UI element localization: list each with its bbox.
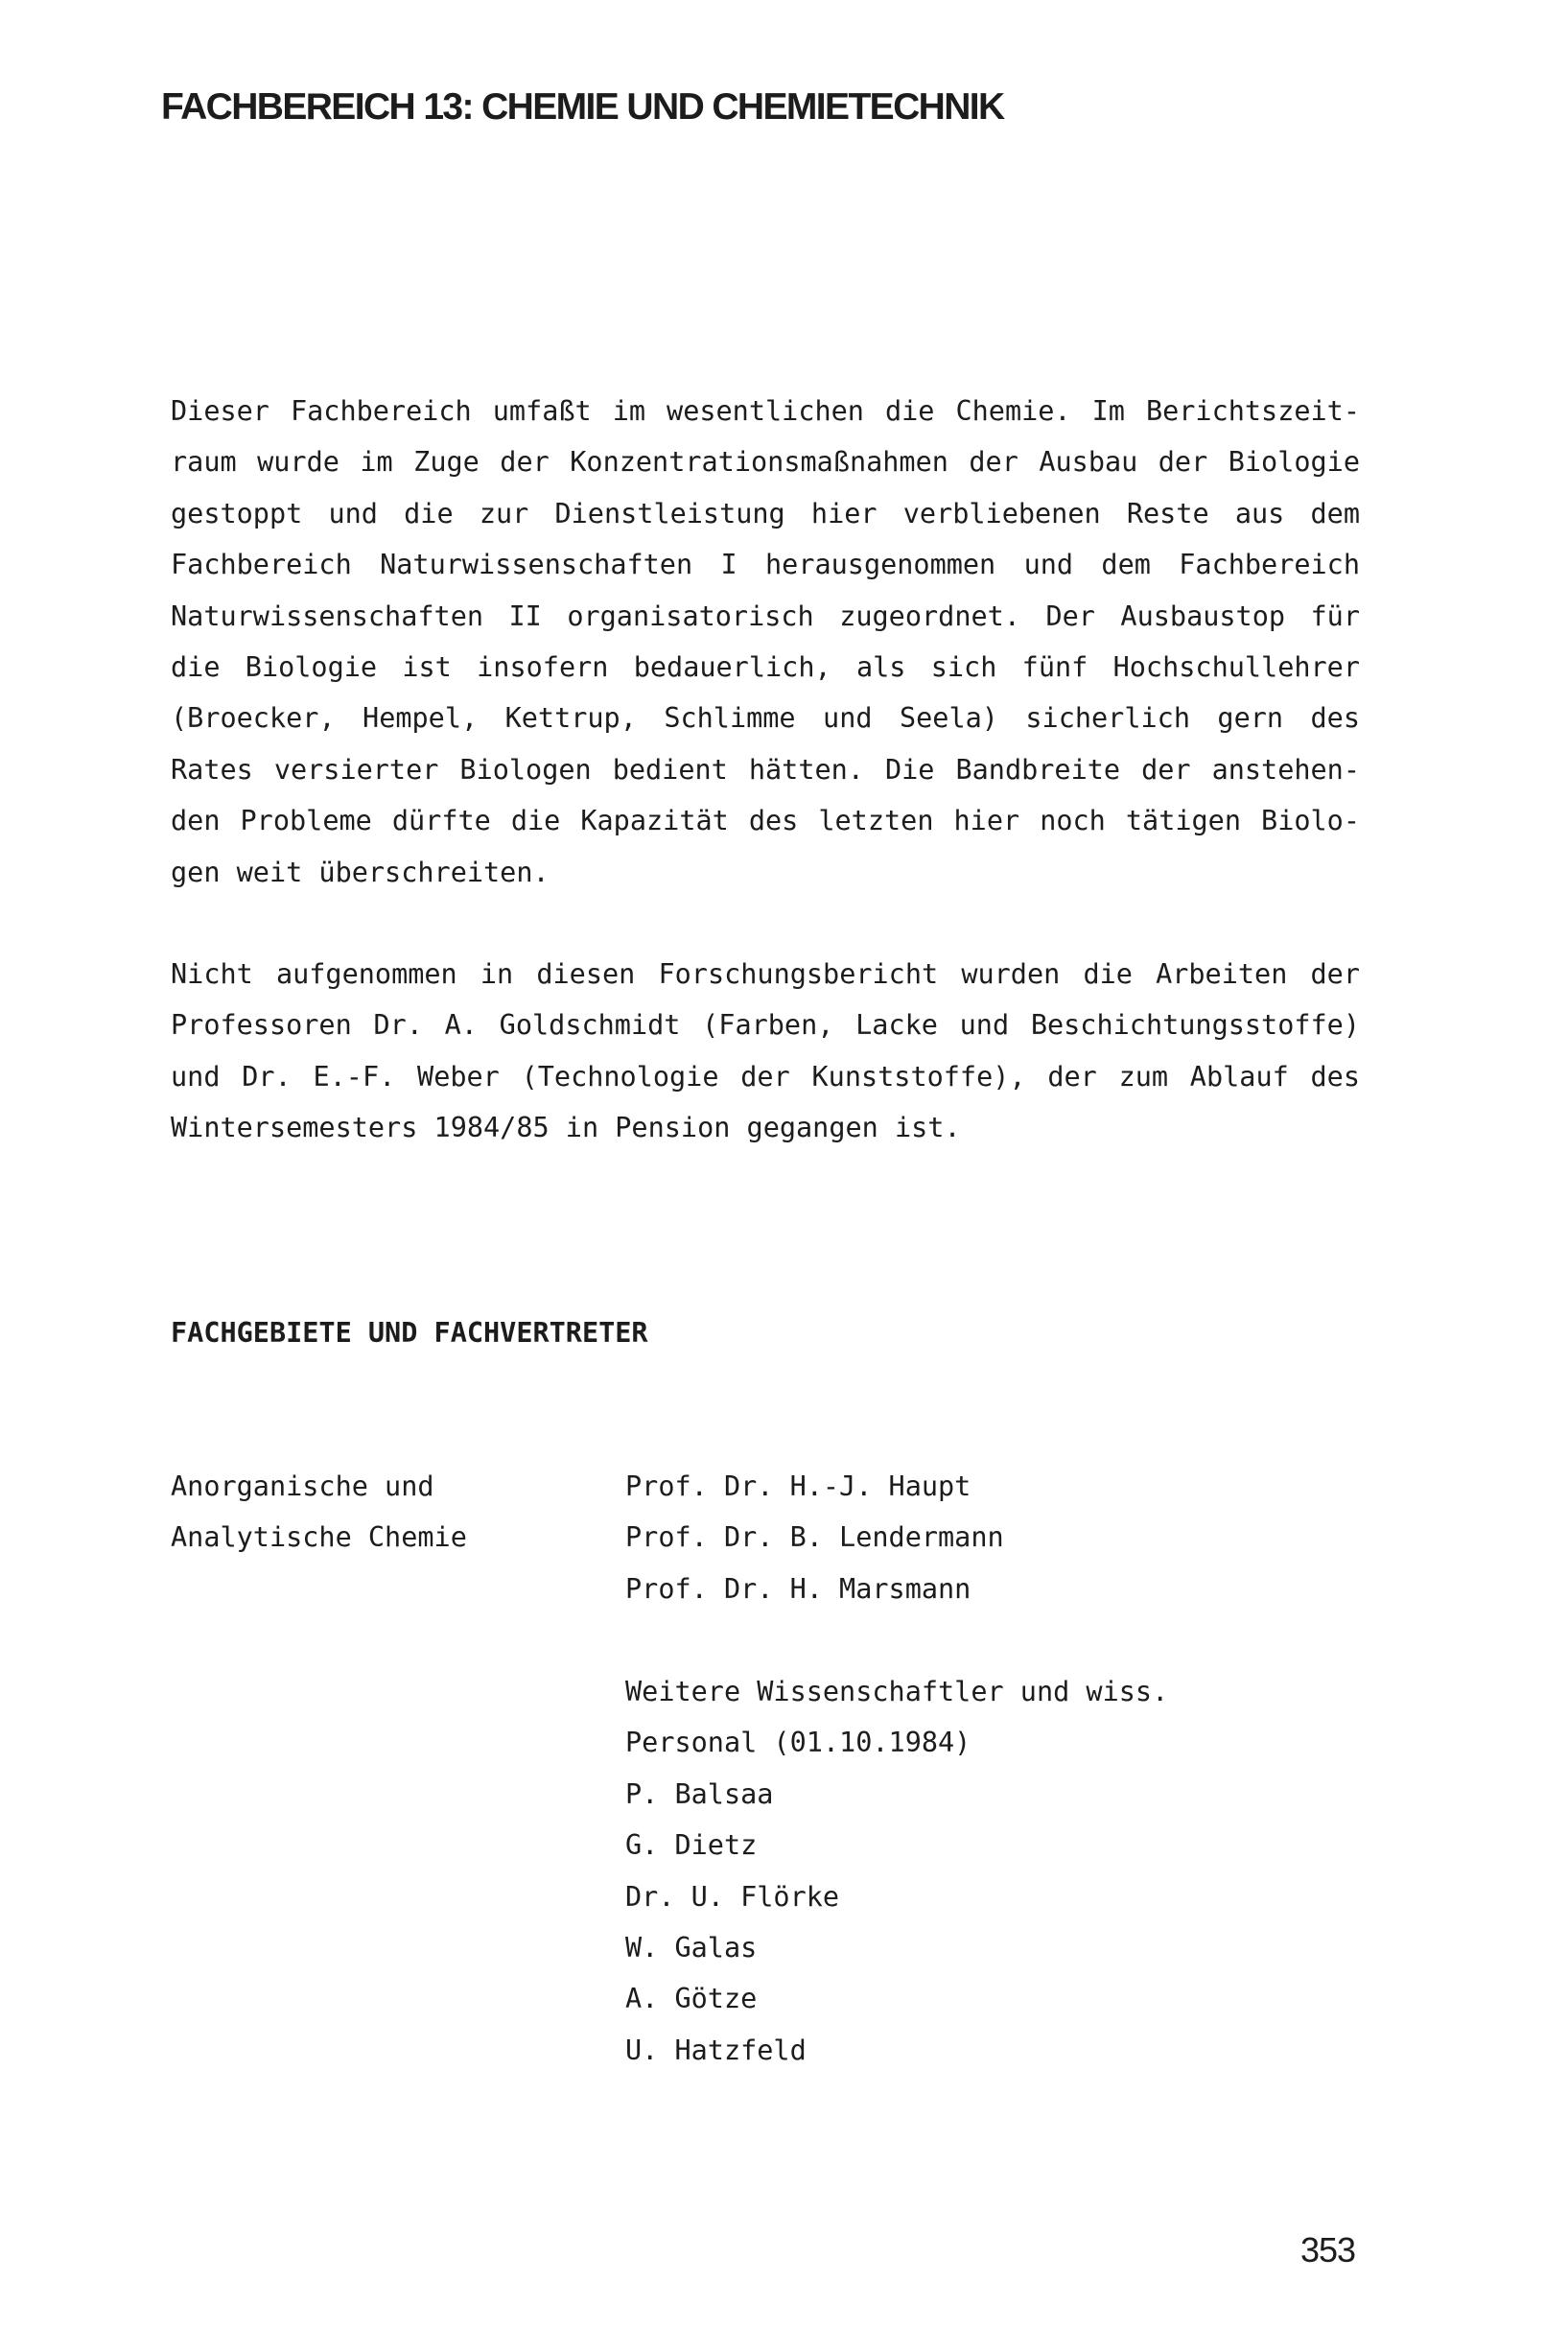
paragraph-line: gestoppt und die zur Dienstleistung hier verbliebenen Reste aus dem [171, 497, 1360, 529]
intro-paragraph [171, 386, 1360, 898]
professor-name: Prof. Dr. H. Marsmann [625, 1572, 971, 1605]
subject-area-name [171, 1461, 467, 1564]
note-paragraph [171, 949, 1360, 1154]
section-heading: FACHGEBIETE UND FACHVERTRETER [171, 1317, 648, 1349]
paragraph-line: den Probleme dürfte die Kapazität des letzten hier noch tätigen Biolo- [171, 805, 1360, 837]
paragraph-line: Nicht aufgenommen in diesen Forschungsbericht wurden die Arbeiten der [171, 958, 1360, 990]
paragraph-line: und Dr. E.-F. Weber (Technologie der Kunststoffe), der zum Ablauf des [171, 1060, 1360, 1093]
paragraph-line: raum wurde im Zuge der Konzentrationsmaßnahmen der Ausbau der Biologie [171, 446, 1360, 479]
subject-area-line: Anorganische und [171, 1470, 434, 1502]
staff-name: U. Hatzfeld [625, 2034, 807, 2066]
professor-name: Prof. Dr. H.-J. Haupt [625, 1470, 971, 1502]
paragraph-line: die Biologie ist insofern bedauerlich, als sich fünf Hochschullehrer [171, 650, 1360, 683]
paragraph-line: Professoren Dr. A. Goldschmidt (Farben, Lacke und Beschichtungsstoffe) [171, 1009, 1360, 1042]
staff-list [625, 1666, 1168, 2076]
paragraph-line: Dieser Fachbereich umfaßt im wesentlichen die Chemie. Im Berichtszeit- [171, 395, 1360, 427]
page-number: 353 [1300, 2230, 1356, 2270]
paragraph-line: Rates versierter Biologen bedient hätten. Die Bandbreite der anstehen- [171, 753, 1360, 786]
staff-name: P. Balsaa [625, 1777, 774, 1810]
paragraph-line: (Broecker, Hempel, Kettrup, Schlimme und Seela) sicherlich gern des [171, 702, 1360, 735]
staff-name: A. Götze [625, 1983, 758, 2015]
paragraph-line: Fachbereich Naturwissenschaften I herausgenommen und dem Fachbereich [171, 549, 1360, 581]
staff-name: Dr. U. Flörke [625, 1880, 840, 1913]
professor-name: Prof. Dr. B. Lendermann [625, 1521, 1004, 1554]
staff-list-heading: Weitere Wissenschaftler und wiss. [625, 1676, 1169, 1707]
staff-name: G. Dietz [625, 1829, 758, 1862]
subject-area-line: Analytische Chemie [171, 1521, 467, 1554]
staff-list-heading: Personal (01.10.1984) [625, 1727, 971, 1759]
paragraph-line: Wintersemesters 1984/85 in Pension gegangen ist. [171, 1112, 961, 1144]
paragraph-line: gen weit überschreiten. [171, 856, 550, 888]
professor-list [625, 1461, 1004, 1614]
chapter-heading: FACHBEREICH 13: CHEMIE UND CHEMIETECHNIK [161, 86, 1004, 128]
staff-name: W. Galas [625, 1931, 758, 1964]
paragraph-line: Naturwissenschaften II organisatorisch zugeordnet. Der Ausbaustop für [171, 600, 1360, 632]
